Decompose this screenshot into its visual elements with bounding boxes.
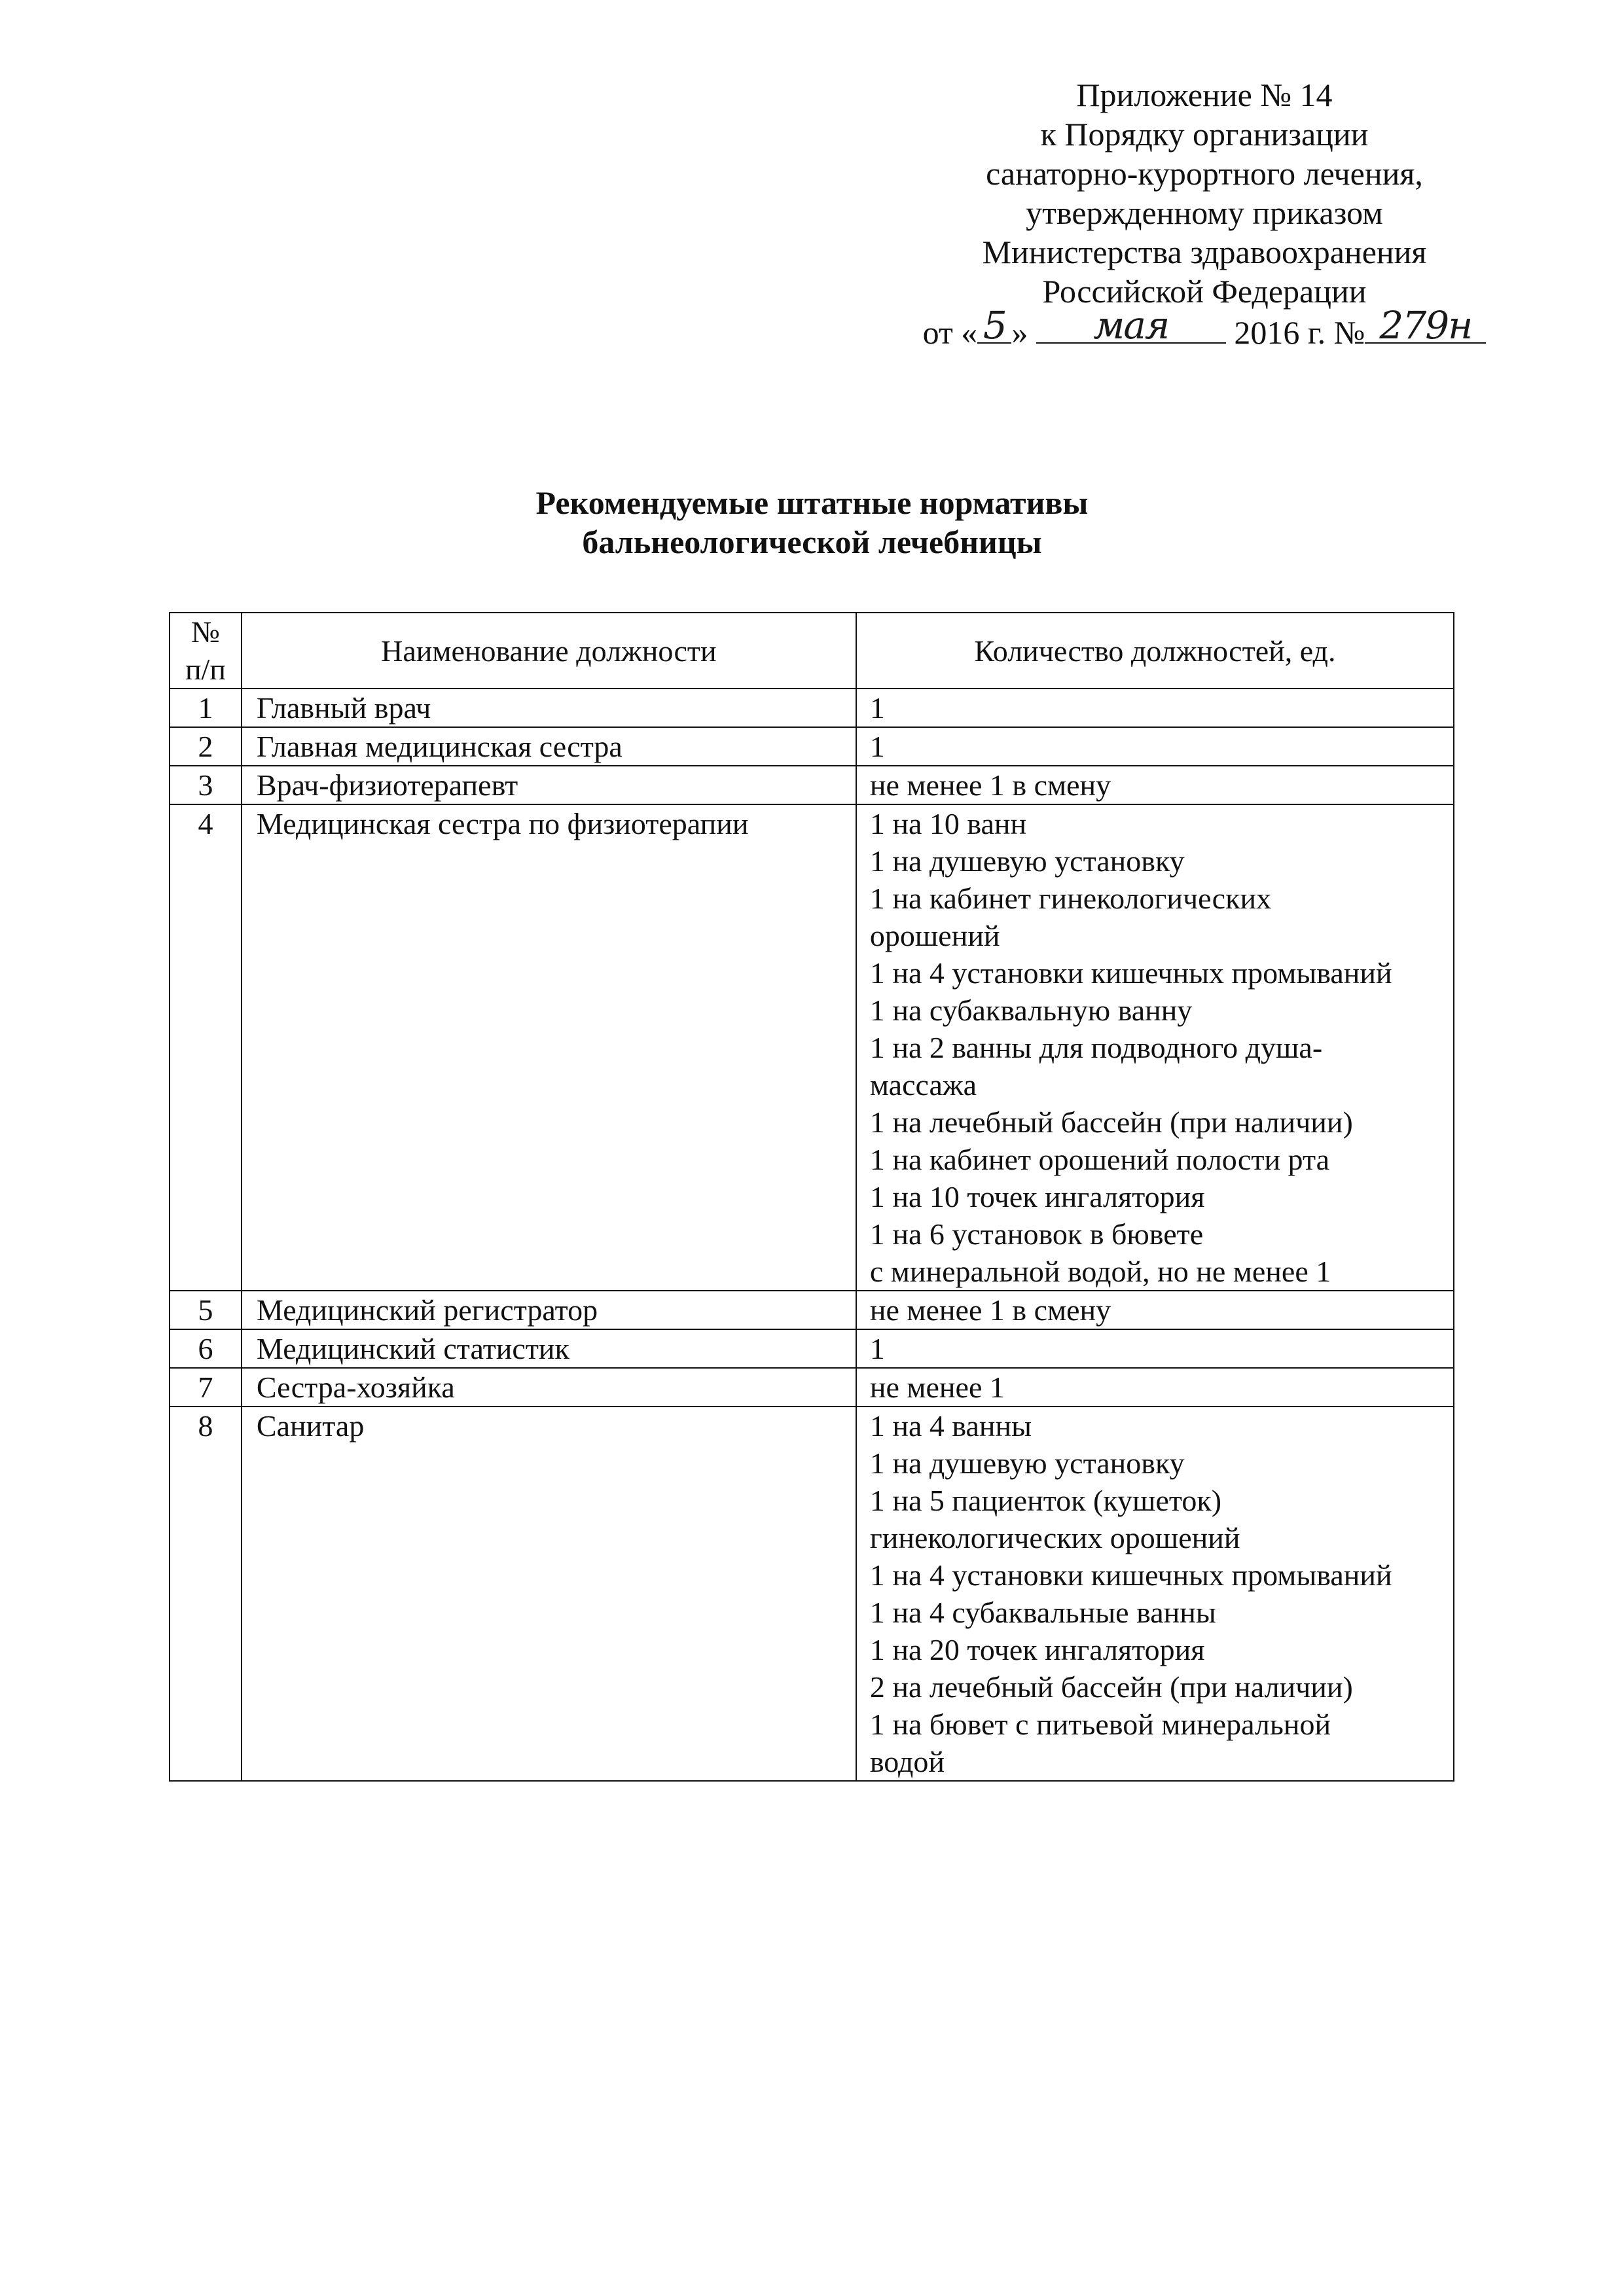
table-row	[170, 727, 1454, 766]
quantity-line: 1 на лечебный бассейн (при наличии)	[869, 1105, 1353, 1139]
table-body	[170, 689, 1454, 1781]
quantity-line: 1	[869, 730, 885, 763]
header-line: Российской Федерации	[1042, 273, 1367, 310]
row-number: 2	[170, 727, 242, 766]
row-number: 3	[170, 766, 242, 804]
position-quantity	[856, 804, 1454, 1291]
quantity-line: 1 на кабинет орошений полости рта	[869, 1143, 1330, 1176]
quantity-line: 1 на 4 установки кишечных промываний	[869, 956, 1392, 990]
quantity-line: 1 на 10 точек ингалятория	[869, 1180, 1205, 1213]
position-name: Медицинский статистик	[242, 1329, 856, 1368]
quantity-line: 2 на лечебный бассейн (при наличии)	[869, 1670, 1353, 1704]
position-quantity	[856, 1368, 1454, 1407]
position-quantity	[856, 1291, 1454, 1329]
column-header-number: № п/п	[170, 613, 242, 689]
position-quantity	[856, 689, 1454, 727]
quantity-line: 1 на кабинет гинекологических	[869, 882, 1272, 915]
quantity-line: не менее 1	[869, 1371, 1005, 1404]
quantity-line: не менее 1 в смену	[869, 768, 1111, 802]
quantity-line: 1 на душевую установку	[869, 844, 1185, 878]
document-title	[0, 483, 1624, 562]
quantity-line: орошений	[869, 919, 1000, 952]
position-name: Главный врач	[242, 689, 856, 727]
table-row	[170, 804, 1454, 1291]
table-row	[170, 1407, 1454, 1781]
order-number-blank	[1365, 303, 1486, 348]
header-line: к Порядку организации	[1040, 116, 1369, 152]
quantity-line: водой	[869, 1745, 945, 1778]
row-number: 7	[170, 1368, 242, 1407]
quantity-line: 1 на субаквальную ванну	[869, 994, 1193, 1027]
quantity-line: не менее 1 в смену	[869, 1293, 1111, 1327]
quantity-line: 1 на 20 точек ингалятория	[869, 1633, 1205, 1666]
table-row	[170, 1329, 1454, 1368]
quantity-line: гинекологических орошений	[869, 1521, 1240, 1554]
quantity-line: 1 на 4 субаквальные ванны	[869, 1596, 1216, 1629]
row-number: 6	[170, 1329, 242, 1368]
quantity-line: 1 на душевую установку	[869, 1446, 1185, 1480]
position-name: Врач-физиотерапевт	[242, 766, 856, 804]
column-header-position: Наименование должности	[242, 613, 856, 689]
row-number: 8	[170, 1407, 242, 1781]
quantity-line: 1 на бювет с питьевой минеральной	[869, 1708, 1331, 1741]
order-date-line	[877, 303, 1532, 352]
date-year: 2016 г. №	[1234, 314, 1365, 351]
quantity-line: 1 на 10 ванн	[869, 807, 1027, 840]
position-name: Санитар	[242, 1407, 856, 1781]
position-name: Сестра-хозяйка	[242, 1368, 856, 1407]
quantity-line: 1 на 4 ванны	[869, 1409, 1032, 1443]
handwritten-order-number: 279н	[1379, 303, 1472, 348]
quantity-line: 1 на 6 установок в бювете	[869, 1217, 1204, 1251]
row-number: 5	[170, 1291, 242, 1329]
date-day-blank	[977, 303, 1011, 348]
table-row	[170, 689, 1454, 727]
quantity-line: 1	[869, 1332, 885, 1365]
title-line-2: бальнеологической лечебницы	[582, 524, 1042, 560]
quantity-line: массажа	[869, 1068, 977, 1102]
handwritten-month: мая	[1093, 303, 1169, 348]
date-month-blank	[1036, 303, 1226, 348]
title-line-1: Рекомендуемые штатные нормативы	[535, 484, 1089, 521]
position-quantity	[856, 1329, 1454, 1368]
position-quantity	[856, 766, 1454, 804]
position-quantity	[856, 727, 1454, 766]
table-row	[170, 1368, 1454, 1407]
date-prefix: от «	[922, 314, 978, 351]
position-quantity	[856, 1407, 1454, 1781]
table-row	[170, 1291, 1454, 1329]
row-number: 4	[170, 804, 242, 1291]
quantity-line: 1 на 5 пациенток (кушеток)	[869, 1484, 1222, 1517]
staff-norms-table	[169, 612, 1454, 1782]
date-mid: »	[1011, 314, 1028, 351]
position-name: Медицинская сестра по физиотерапии	[242, 804, 856, 1291]
position-name: Медицинский регистратор	[242, 1291, 856, 1329]
quantity-line: с минеральной водой, но не менее 1	[869, 1255, 1331, 1288]
header-line: Министерства здравоохранения	[982, 234, 1427, 270]
quantity-line: 1 на 2 ванны для подводного душа-	[869, 1031, 1323, 1064]
column-header-quantity: Количество должностей, ед.	[856, 613, 1454, 689]
position-name: Главная медицинская сестра	[242, 727, 856, 766]
appendix-header	[877, 75, 1532, 352]
table-row	[170, 766, 1454, 804]
table-header-row	[170, 613, 1454, 689]
handwritten-day: 5	[983, 303, 1006, 348]
header-line: Приложение № 14	[1076, 77, 1333, 113]
row-number: 1	[170, 689, 242, 727]
quantity-line: 1	[869, 691, 885, 725]
header-line: утвержденному приказом	[1026, 194, 1383, 231]
quantity-line: 1 на 4 установки кишечных промываний	[869, 1558, 1392, 1592]
header-line: санаторно-курортного лечения,	[986, 155, 1423, 192]
